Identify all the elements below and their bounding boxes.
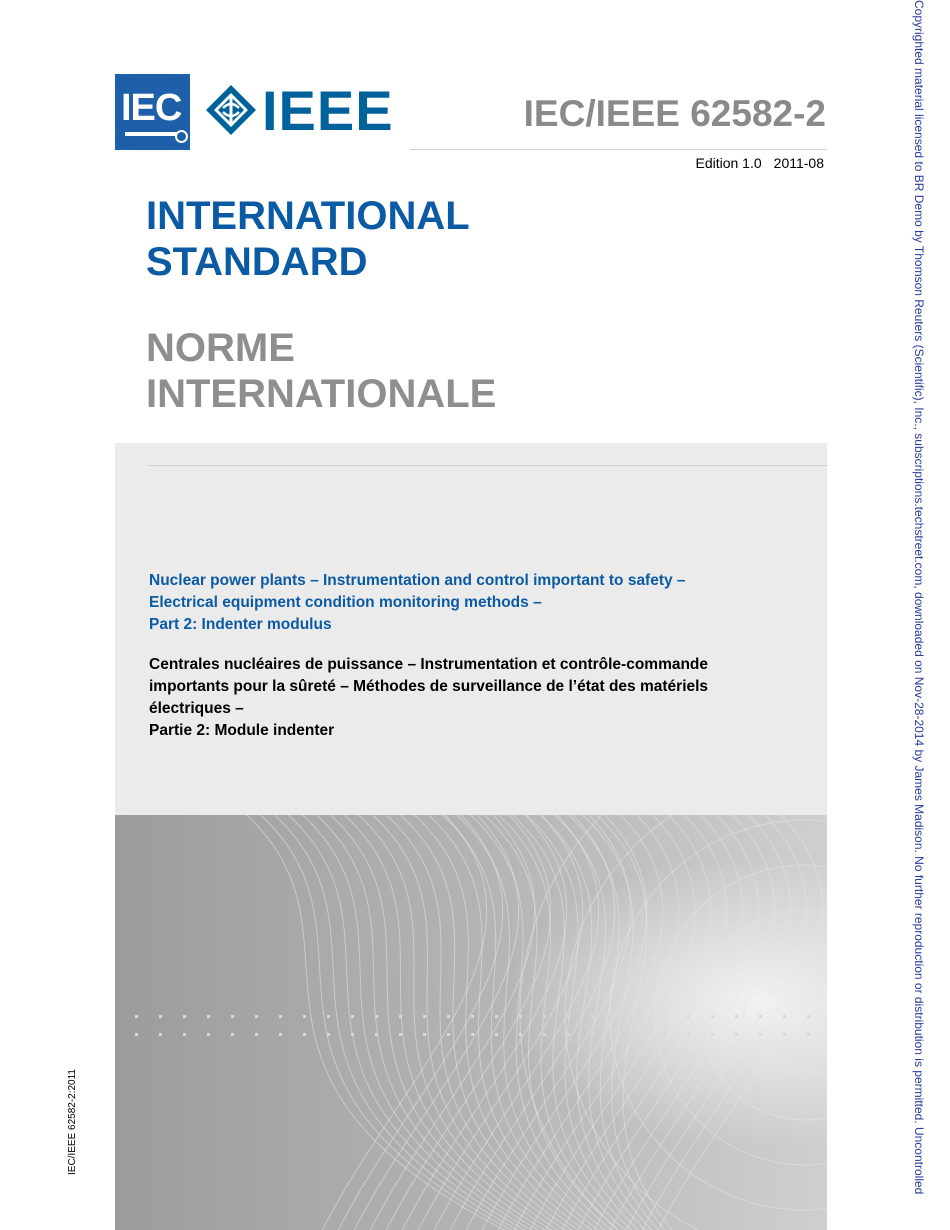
iec-logo-bar	[125, 132, 181, 136]
cover-dot	[303, 1015, 306, 1018]
cover-dot	[519, 1015, 522, 1018]
cover-dot	[519, 1033, 522, 1036]
spine-label: IEC/IEEE 62582-2:2011	[67, 1069, 78, 1175]
cover-dot	[711, 1015, 714, 1018]
cover-dot	[783, 1015, 786, 1018]
cover-panel	[115, 443, 827, 1230]
cover-graphic	[115, 815, 827, 1230]
subtitle-english-line3: Part 2: Indenter modulus	[149, 616, 332, 633]
title-french-line1: NORME	[146, 326, 295, 370]
subtitle-french	[149, 654, 809, 742]
cover-dot	[375, 1033, 378, 1036]
cover-dot	[207, 1033, 210, 1036]
title-english	[146, 193, 746, 285]
cover-dot	[327, 1033, 330, 1036]
cover-dot	[495, 1033, 498, 1036]
subtitle-french-line2: importants pour la sûreté – Méthodes de surveillance de l’état des matériels	[149, 678, 709, 695]
cover-dot	[759, 1033, 762, 1036]
cover-dot	[807, 1015, 810, 1018]
cover-dot	[279, 1033, 282, 1036]
cover-dot	[447, 1033, 450, 1036]
cover-dot	[279, 1015, 282, 1018]
subtitle-french-line3: électriques –	[149, 700, 244, 717]
cover-dot	[183, 1015, 186, 1018]
cover-dot	[471, 1033, 474, 1036]
cover-dot	[735, 1015, 738, 1018]
cover-dot	[735, 1033, 738, 1036]
cover-dot	[255, 1015, 258, 1018]
header-divider	[410, 149, 827, 150]
document-number: IEC/IEEE 62582-2	[523, 93, 826, 134]
cover-dot	[783, 1033, 786, 1036]
cover-dot	[615, 1033, 618, 1036]
cover-dot	[663, 1033, 666, 1036]
cover-dot	[303, 1033, 306, 1036]
title-french-line2: INTERNATIONALE	[146, 372, 497, 416]
cover-dot	[351, 1015, 354, 1018]
cover-dot	[663, 1015, 666, 1018]
cover-dot	[471, 1015, 474, 1018]
cover-dot	[711, 1033, 714, 1036]
cover-dot	[447, 1015, 450, 1018]
cover-dot	[399, 1033, 402, 1036]
edition-line	[695, 155, 824, 171]
cover-dot	[759, 1015, 762, 1018]
iec-logo	[115, 74, 190, 150]
cover-dot	[639, 1015, 642, 1018]
copyright-watermark: Copyrighted material licensed to BR Demo by Thomson Reuters (Scientific), Inc., subscriptions.techstreet.com, downloaded on Nov-28-2014 by James Madison. No further reproduction or distribution is permitted. Uncontrolled	[912, 0, 926, 1195]
cover-dot	[255, 1033, 258, 1036]
cover-dot	[399, 1015, 402, 1018]
cover-dot	[543, 1015, 546, 1018]
cover-dot	[807, 1033, 810, 1036]
cover-dot	[567, 1033, 570, 1036]
subtitle-english	[149, 570, 789, 636]
subtitle-english-line2: Electrical equipment condition monitoring methods –	[149, 594, 542, 611]
edition-date: 2011-08	[773, 155, 824, 171]
title-english-line1: INTERNATIONAL	[146, 194, 470, 238]
cover-dot	[423, 1033, 426, 1036]
cover-dot	[159, 1033, 162, 1036]
cover-dot	[207, 1015, 210, 1018]
cover-dot	[567, 1015, 570, 1018]
cover-dot	[687, 1033, 690, 1036]
cover-dot	[543, 1033, 546, 1036]
cover-dot	[495, 1015, 498, 1018]
subtitle-english-line1: Nuclear power plants – Instrumentation and control important to safety –	[149, 572, 686, 589]
ieee-diamond-icon	[205, 84, 257, 136]
cover-dot	[231, 1015, 234, 1018]
cover-dot	[327, 1015, 330, 1018]
cover-dot	[135, 1015, 138, 1018]
title-english-line2: STANDARD	[146, 240, 368, 284]
edition-label: Edition 1.0	[695, 155, 762, 171]
cover-dot	[687, 1015, 690, 1018]
cover-dot	[375, 1015, 378, 1018]
iec-logo-dot	[175, 130, 188, 143]
panel-divider	[148, 465, 828, 466]
iec-logo-text: IEC	[121, 87, 182, 129]
cover-dot	[351, 1033, 354, 1036]
cover-dot	[231, 1033, 234, 1036]
cover-dot	[135, 1033, 138, 1036]
cover-dot	[615, 1015, 618, 1018]
cover-dot	[591, 1015, 594, 1018]
subtitle-french-line1: Centrales nucléaires de puissance – Instrumentation et contrôle-commande	[149, 656, 709, 673]
cover-dot	[423, 1015, 426, 1018]
cover-dot	[159, 1015, 162, 1018]
cover-dot	[183, 1033, 186, 1036]
cover-dot	[639, 1033, 642, 1036]
subtitle-french-line4: Partie 2: Module indenter	[149, 722, 335, 739]
ieee-logo-text: IEEE	[262, 79, 394, 142]
title-french	[146, 325, 746, 417]
cover-dot	[591, 1033, 594, 1036]
